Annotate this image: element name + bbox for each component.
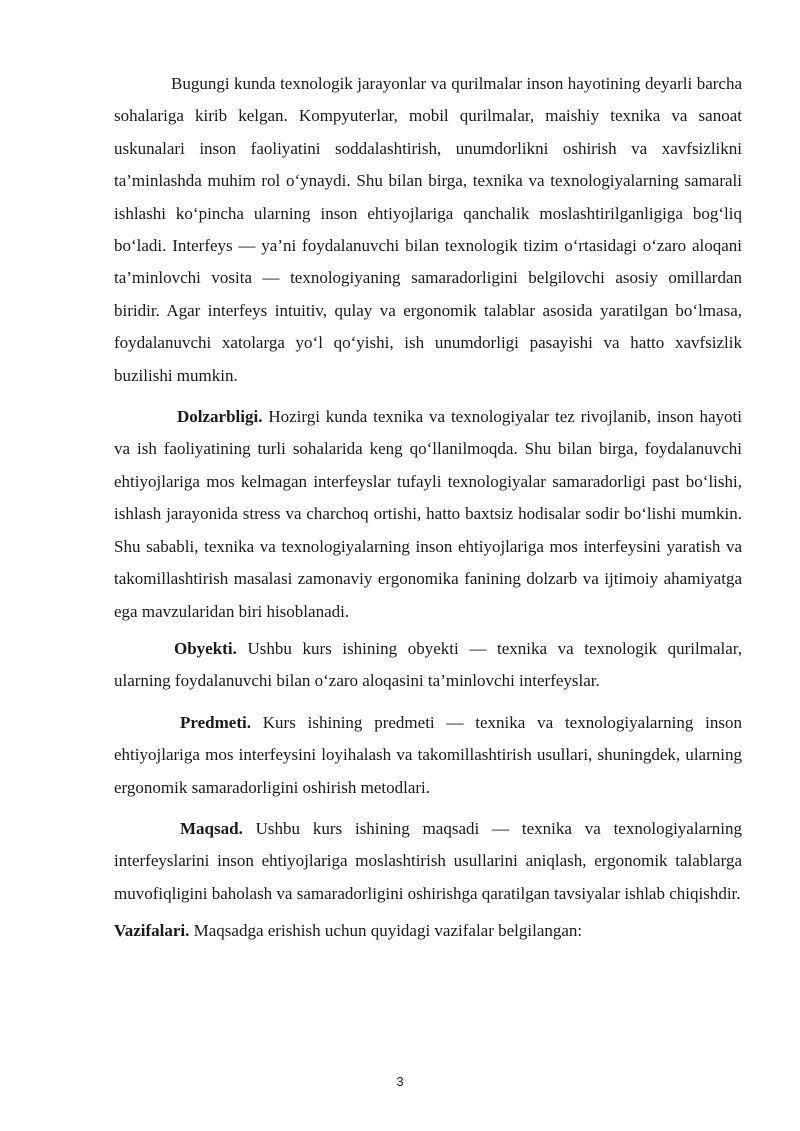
goal-text: Ushbu kurs ishining maqsadi — texnika va texnologiyalarning interfeyslarini inson ehtiyojlariga moslashtirish usullarini aniqlash, ergonomik talablarga muvofiqligini baholash va samaradorligini oshirishga qaratilgan tavsiyalar ishlab chiqishdir. xyxy=(114,818,743,903)
object-text: Ushbu kurs ishining obyekti — texnika va texnologik qurilmalar, ularning foydalanuvchi bilan o‘zaro aloqasini ta’minlovchi interfeyslar. xyxy=(114,638,743,691)
document-page xyxy=(114,68,742,948)
relevance-paragraph xyxy=(114,401,742,628)
tasks-heading: Vazifalari. xyxy=(114,921,190,941)
intro-paragraph: Bugungi kunda texnologik jarayonlar va qurilmalar inson hayotining deyarli barcha sohalariga kirib kelgan. Kompyuterlar, mobil qurilmalar, maishiy texnika va sanoat uskunalari inson faoliyatini soddalashtirish, unumdorlikni oshirish va xavfsizlikni ta’minlashda muhim rol o‘ynaydi. Shu bilan birga, texnika va texnologiyalarning samarali ishlashi ko‘pincha ularning inson ehtiyojlariga qanchalik moslashtirilganligiga bog‘liq bo‘ladi. Interfeys — ya’ni foydalanuvchi bilan texnologik tizim o‘rtasidagi o‘zaro aloqani ta’minlovchi vosita — texnologiyaning samaradorligini belgilovchi asosiy omillardan biridir. Agar interfeys intuitiv, qulay va ergonomik talablar asosida yaratilgan bo‘lmasa, foydalanuvchi xatolarga yo‘l qo‘yishi, ish unumdorligi pasayishi va hatto xavfsizlik buzilishi mumkin. xyxy=(114,74,742,385)
object-paragraph xyxy=(114,633,742,698)
subject-heading: Predmeti. xyxy=(180,712,251,732)
page-number: 3 xyxy=(396,1074,404,1089)
relevance-text: Hozirgi kunda texnika va texnologiyalar tez rivojlanib, inson hayoti va ish faoliyatining turli sohalarida keng qo‘llanilmoqda. Shu bilan birga, foydalanuvchi ehtiyojlariga mos kelmagan interfeyslar tufayli texnologiyalar samaradorligi past bo‘lishi, ishlash jarayonida stress va charchoq ortishi, hatto baxtsiz hodisalar sodir bo‘lishi mumkin. Shu sababli, texnika va texnologiyalarning inson ehtiyojlariga mos interfeysini yaratish va takomillashtirish masalasi zamonaviy ergonomika fanining dolzarb va ijtimoiy ahamiyatga ega mavzularidan biri hisoblanadi. xyxy=(114,407,742,621)
relevance-heading: Dolzarbligi. xyxy=(177,407,263,427)
tasks-paragraph xyxy=(114,915,742,947)
subject-paragraph xyxy=(114,707,742,804)
tasks-text: Maqsadga erishish uchun quyidagi vazifalar belgilangan: xyxy=(193,921,583,941)
object-heading: Obyekti. xyxy=(174,638,237,658)
subject-text: Kurs ishining predmeti — texnika va texnologiyalarning inson ehtiyojlariga mos interfeysini loyihalash va takomillashtirish usullari, shuningdek, ularning ergonomik samaradorligini oshirish metodlari. xyxy=(114,712,742,797)
goal-heading: Maqsad. xyxy=(180,818,243,838)
goal-paragraph xyxy=(114,813,742,910)
